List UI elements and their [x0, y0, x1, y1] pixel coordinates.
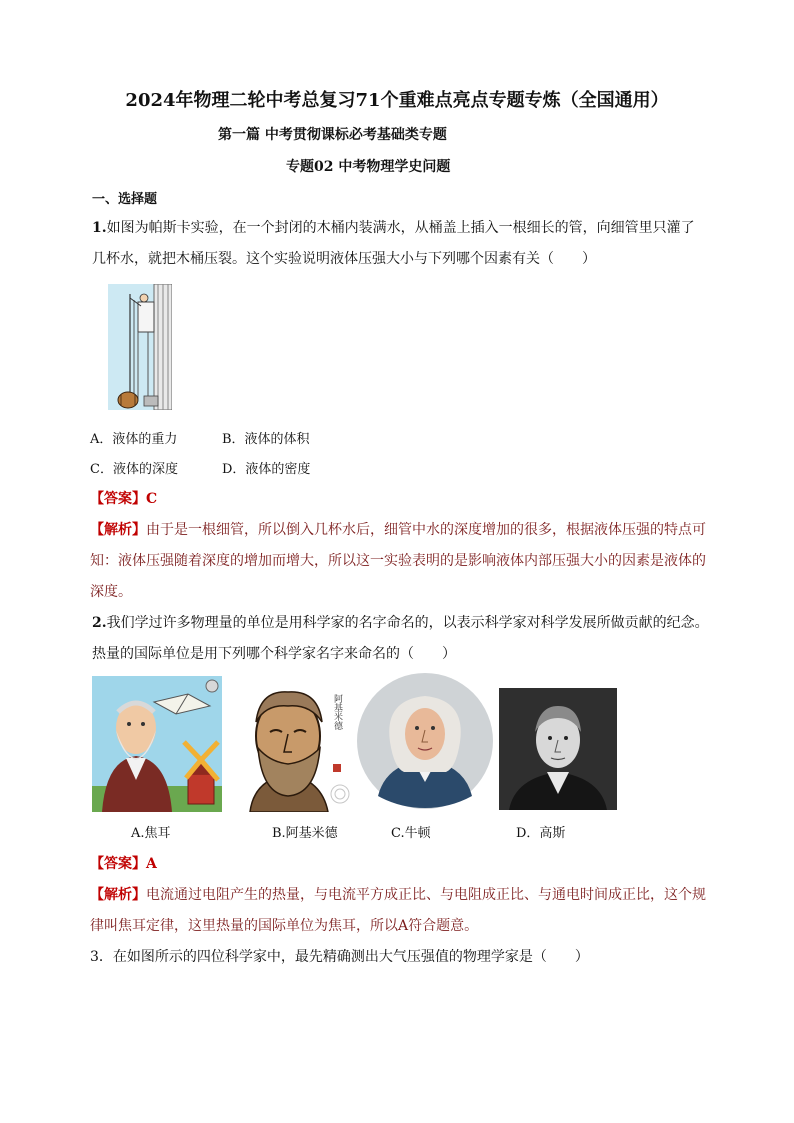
answer-2: 【答案】A: [90, 856, 157, 872]
joule-portrait: [92, 676, 222, 812]
question-2-number: 2.: [92, 615, 107, 631]
answer-2-value: A: [146, 856, 157, 872]
analysis-2-line-1: 【解析】电流通过电阻产生的热量，与电流平方成正比、与电阻成正比、与通电时间成正比，这个规: [90, 887, 706, 903]
answer-1-value: C: [146, 491, 158, 507]
question-2-line-2: 热量的国际单位是用下列哪个科学家名字来命名的（ ）: [92, 646, 456, 662]
topic-heading: 专题02 中考物理学史问题: [286, 159, 451, 175]
newton-portrait: [356, 672, 494, 810]
part-heading: 第一篇 中考贯彻课标必考基础类专题: [218, 127, 447, 143]
archimedes-seal-text: 阿基米德: [332, 694, 342, 730]
section-heading: 一、选择题: [92, 192, 158, 207]
document-title: 2024年物理二轮中考总复习71个重难点亮点专题专炼（全国通用）: [125, 90, 669, 111]
gauss-portrait: [499, 688, 617, 810]
caption-newton: C.牛顿: [391, 826, 431, 841]
analysis-1-line-3: 深度。: [90, 584, 132, 600]
option-d: D．液体的密度: [222, 462, 311, 477]
analysis-1-line-1: 【解析】由于是一根细管，所以倒入几杯水后，细管中水的深度增加的很多，根据液体压强的特点可: [90, 522, 706, 538]
question-1-number: 1.: [92, 220, 107, 236]
caption-archimedes: B.阿基米德: [272, 826, 338, 841]
archimedes-portrait: [236, 682, 352, 812]
caption-joule: A.焦耳: [131, 826, 171, 841]
analysis-1-line-2: 知：液体压强随着深度的增加而增大，所以这一实验表明的是影响液体内部压强大小的因素是液体的: [90, 553, 706, 569]
question-3-line-1: 3．在如图所示的四位科学家中，最先精确测出大气压强值的物理学家是（ ）: [90, 949, 589, 965]
question-2-line-1: 2.我们学过许多物理量的单位是用科学家的名字命名的，以表示科学家对科学发展所做贡献的纪念。: [92, 615, 709, 631]
option-b: B．液体的体积: [222, 432, 310, 447]
caption-gauss: D．高斯: [516, 826, 566, 841]
answer-1: 【答案】C: [90, 491, 158, 507]
option-c: C．液体的深度: [90, 462, 178, 477]
question-1-line-2: 几杯水，就把木桶压裂。这个实验说明液体压强大小与下列哪个因素有关（ ）: [92, 251, 596, 267]
option-a: A．液体的重力: [90, 432, 178, 447]
analysis-2-line-2: 律叫焦耳定律，这里热量的国际单位为焦耳，所以A符合题意。: [90, 918, 479, 934]
question-1-line-1: 1.如图为帕斯卡实验，在一个封闭的木桶内装满水，从桶盖上插入一根细长的管，向细管里只灌了: [92, 220, 695, 236]
pascal-barrel-figure: [108, 284, 172, 410]
